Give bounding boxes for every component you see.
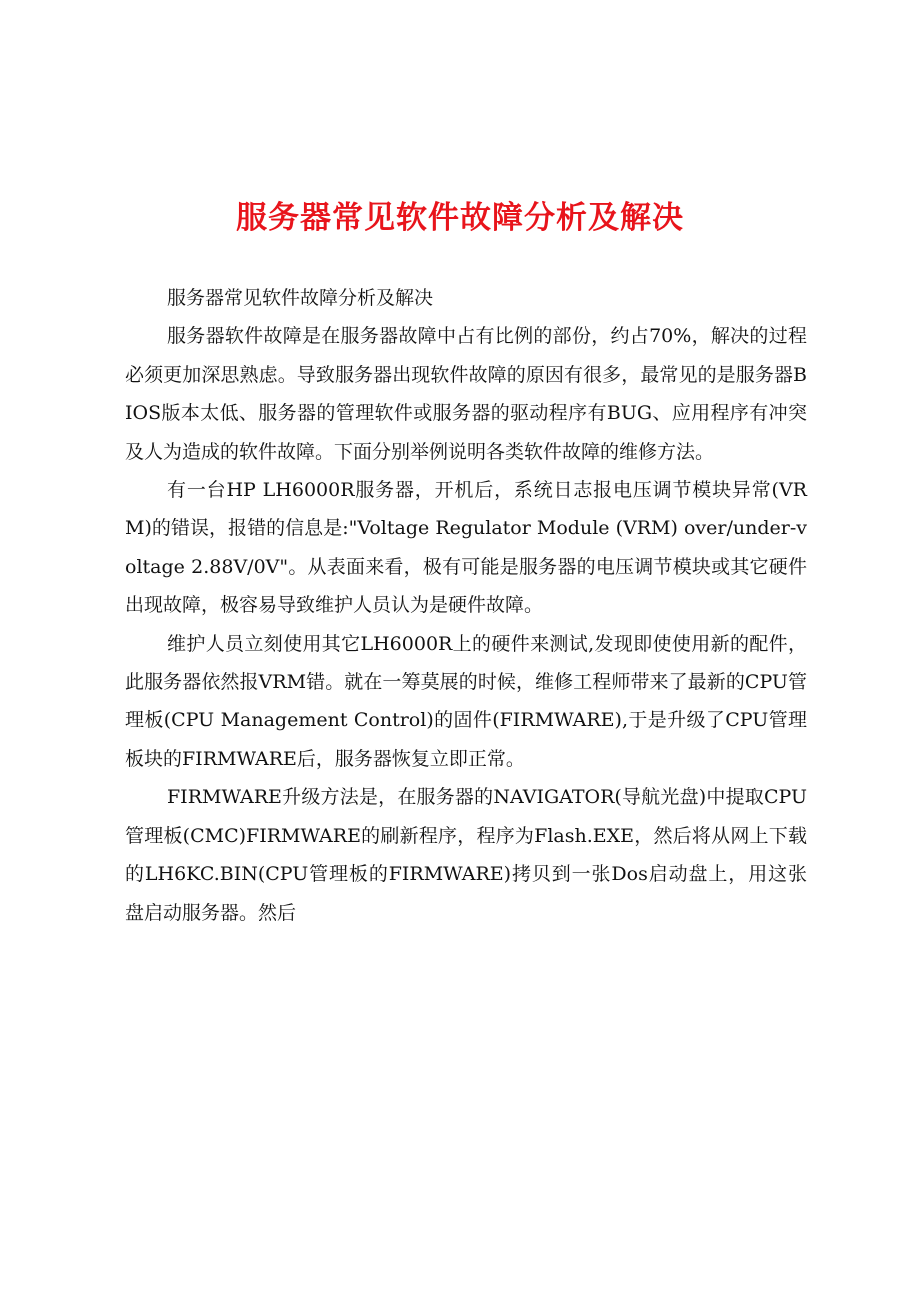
paragraph-subtitle: 服务器常见软件故障分析及解决 bbox=[167, 287, 434, 309]
paragraph-firmware-method: FIRMWARE升级方法是，在服务器的NAVIGATOR(导航光盘)中提取CPU管理板(CMC)FIRMWARE的刷新程序，程序为Flash.EXE，然后将从网上下载的LH6KC.BIN(CPU管理板的FIRMWARE)拷贝到一张Dos启动盘上，用这张盘启动服务器。然后 bbox=[125, 786, 807, 924]
paragraph-case-vrm: 有一台HP LH6000R服务器，开机后，系统日志报电压调节模块异常(VRM)的错误，报错的信息是:"Voltage Regulator Module (VRM) over/under-voltage 2.88V/0V"。从表面来看，极有可能是服务器的电压调节模块或其它硬件出现故障，极容易导致维护人员认为是硬件故障。 bbox=[125, 479, 807, 617]
document-body bbox=[125, 279, 807, 932]
paragraph-case-firmware: 维护人员立刻使用其它LH6000R上的硬件来测试,发现即使使用新的配件，此服务器依然报VRM错。就在一筹莫展的时候，维修工程师带来了最新的CPU管理板(CPU Management Control)的固件(FIRMWARE),于是升级了CPU管理板块的FIRMWARE后，服务器恢复立即正常。 bbox=[125, 632, 807, 770]
document-title: 服务器常见软件故障分析及解决 bbox=[236, 200, 684, 236]
paragraph-intro: 服务器软件故障是在服务器故障中占有比例的部份，约占70%，解决的过程必须更加深思熟虑。导致服务器出现软件故障的原因有很多，最常见的是服务器BIOS版本太低、服务器的管理软件或服务器的驱动程序有BUG、应用程序有冲突及人为造成的软件故障。下面分别举例说明各类软件故障的维修方法。 bbox=[125, 325, 807, 463]
